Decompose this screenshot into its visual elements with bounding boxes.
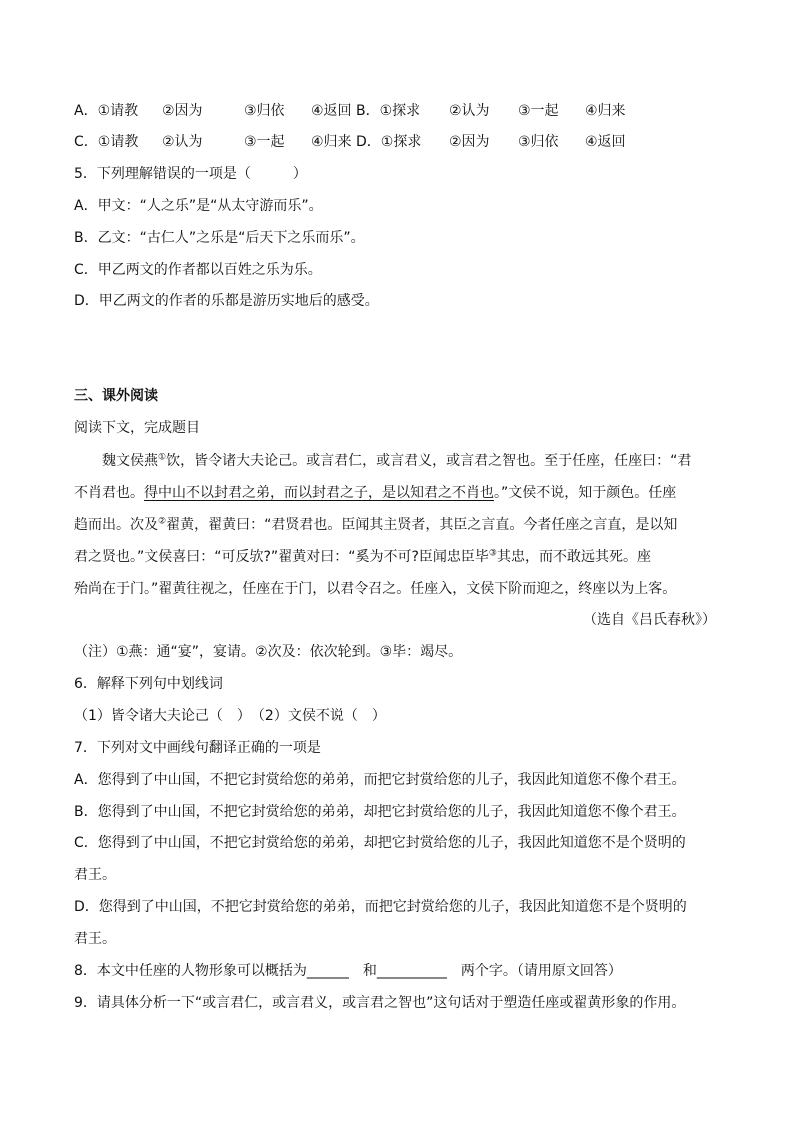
q4-option-a1: A．①请教	[74, 103, 139, 119]
q7-option-b: B．您得到了中山国，不把它封赏给您的弟弟，却把它封赏给您的儿子，我因此知道您不像个君王。	[74, 804, 686, 820]
q7-option-d-cont: 君王。	[74, 931, 116, 947]
q9-question: 9．请具体分析一下“或言君仁，或言君义，或言君之智也”这句话对于塑造任座或翟黄形象的作用。	[74, 995, 686, 1011]
passage-line-1	[74, 451, 720, 471]
passage-text: 其忠，而不敢远其死。座	[496, 549, 651, 565]
passage-text: 趋而出。次及	[74, 517, 158, 533]
q7-option-d: D．您得到了中山国，不把它封赏给您的弟弟，而把它封赏给您的儿子，我因此知道您不是个贤明的	[74, 899, 687, 915]
passage-text: 。”文侯不说，知于颜色。任座	[494, 485, 677, 501]
q7-option-a: A．您得到了中山国，不把它封赏给您的弟弟，而把它封赏给您的儿子，我因此知道您不像个君王。	[74, 772, 686, 788]
footnote-marker: ①	[158, 452, 167, 463]
q5-option-d: D．甲乙两文的作者的乐都是游历实地后的感受。	[74, 293, 379, 309]
passage-text: 翟黄，翟黄曰：“君贤君也。臣闻其主贤者，其臣之言直。今者任座之言直，是以知	[166, 517, 678, 533]
passage-source: （选自《吕氏春秋》）	[583, 612, 716, 628]
q6-items: （1）皆令诸大夫论己（ ） （2）文侯不说（ ）	[74, 708, 386, 724]
q7-option-c-cont: 君王。	[74, 867, 116, 883]
section-heading: 三、课外阅读	[74, 388, 158, 404]
q6-stem: 6．解释下列句中划线词	[74, 676, 223, 692]
q7-stem: 7．下列对文中画线句翻译正确的一项是	[74, 740, 321, 756]
q4-option-c1: C．①请教	[74, 134, 139, 150]
passage-text: 君之贤也。”文侯喜曰：“可反欤?”翟黄对曰：“奚为不可?臣闻忠臣毕	[74, 549, 489, 565]
underlined-sentence: 得中山不以封君之弟，而以封君之子，是以知君之不肖也	[144, 485, 494, 501]
q5-option-b: B．乙文：“古仁人”之乐是“后天下之乐而乐”。	[74, 230, 365, 246]
q8-question: 8．本文中任座的人物形象可以概括为______ 和__________ 两个字。（请用原文回答）	[74, 963, 622, 979]
q4-option-c3: ③一起	[244, 134, 285, 150]
q4-option-d2: ②因为	[449, 134, 490, 150]
passage-notes: （注）①燕：通“宴”，宴请。②次及：依次轮到。③毕：竭尽。	[74, 644, 463, 660]
reading-instruction: 阅读下文，完成题目	[74, 420, 200, 436]
passage-line-3	[74, 515, 720, 535]
q5-option-a: A．甲文：“人之乐”是“从太守游而乐”。	[74, 198, 323, 214]
q4-option-a2: ②因为	[162, 103, 203, 119]
q4-option-b4: ④归来	[585, 103, 626, 119]
q4-option-d4: ④返回	[585, 134, 626, 150]
q4-option-b3: ③一起	[518, 103, 559, 119]
passage-line-5: 殆尚在于门。”翟黄往视之，任座在于门，以君令召之。任座入，文侯下阶而迎之，终座以为上客。	[74, 581, 677, 597]
q4-option-c2: ②认为	[162, 134, 203, 150]
q5-stem: 5．下列理解错误的一项是（ ）	[74, 166, 307, 182]
q4-option-c4-d1: ④归来 D．①探求	[311, 134, 422, 150]
footnote-marker: ②	[158, 516, 167, 527]
passage-text: 不肖君也。	[74, 485, 144, 501]
q5-option-c: C．甲乙两文的作者都以百姓之乐为乐。	[74, 262, 322, 278]
q7-option-c: C．您得到了中山国，不把它封赏给您的弟弟，却把它封赏给您的儿子，我因此知道您不是个贤明的	[74, 835, 686, 851]
passage-text: 饮，皆令诸大夫论己。或言君仁，或言君义，或言君之智也。至于任座，任座曰：“君	[166, 453, 692, 469]
q4-option-a4-b1: ④返回 B．①探求	[311, 103, 421, 119]
q4-option-b2: ②认为	[449, 103, 490, 119]
q4-option-a3: ③归依	[244, 103, 285, 119]
footnote-marker: ③	[488, 548, 497, 559]
passage-text: 魏文侯燕	[74, 453, 158, 469]
passage-line-4	[74, 547, 720, 567]
passage-line-2	[74, 483, 720, 503]
q4-option-d3: ③归依	[518, 134, 559, 150]
